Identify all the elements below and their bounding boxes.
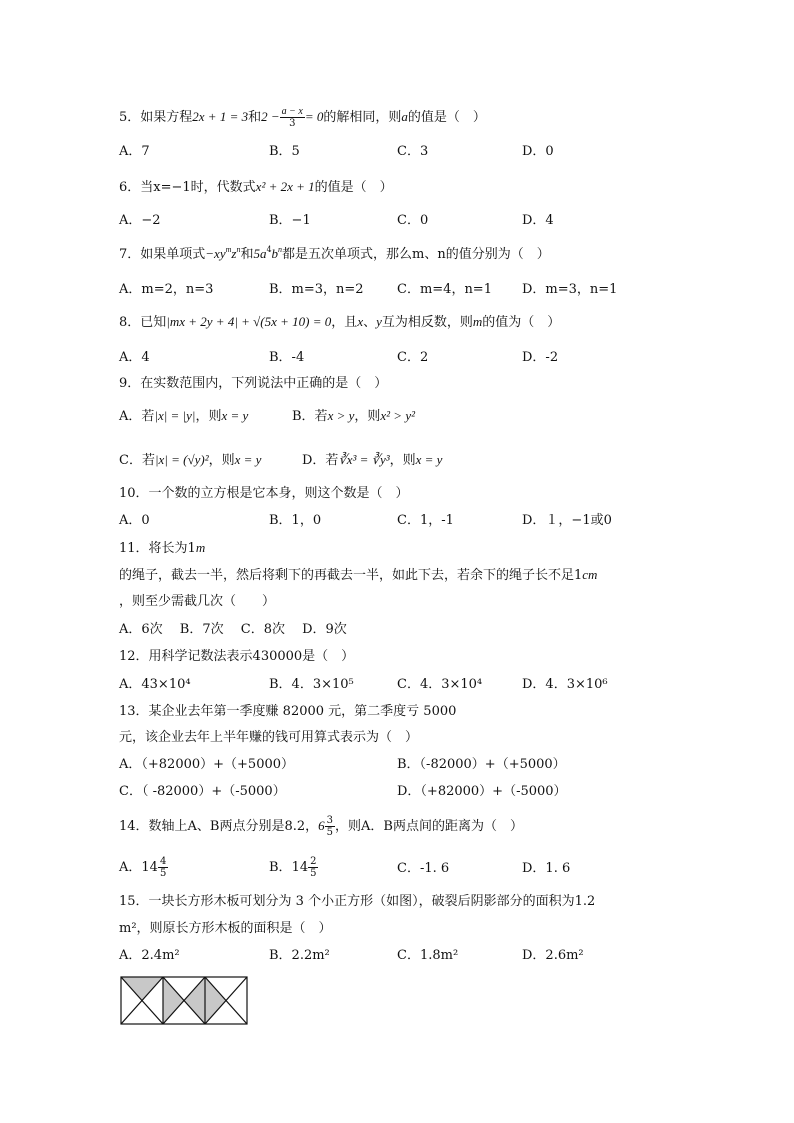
q13-option-c[interactable]: C．（ -82000）+（-5000） [119,784,286,799]
shaded-triangle-4 [205,977,226,1024]
shaded-triangle-2 [163,977,184,1024]
q11-stem-line2: 的绳子，截去一半，然后将剩下的再截去一半，如此下去，若余下的绳子长不足1cm [119,567,598,583]
q5-option-c[interactable]: C．3 [397,144,429,159]
q9-option-d[interactable]: D．若∛x³ = ∛y³，则x = y [302,452,443,468]
q15-option-c[interactable]: C．1.8m² [397,948,459,963]
q14-fraction: $\frac{3}{5}$ [326,815,334,838]
q14-stem: 14．数轴上A、B两点分别是8.2，6 $\frac{3}{5}$ ，则A．B两点间的距离为（ ） [119,815,523,838]
q5-fraction: $\frac{a - x}{3}$ [281,106,303,129]
q9-stem: 9．在实数范围内，下列说法中正确的是（ ） [119,376,388,391]
q12-option-c[interactable]: C．4．3×10⁴ [397,677,483,692]
q5-option-a[interactable]: A．7 [119,144,150,159]
q13-stem-line2: 元，该企业去年上半年赚的钱可用算式表示为（ ） [119,730,419,745]
q12-option-d[interactable]: D．4．3×10⁶ [522,677,608,692]
q11-options[interactable]: A．6次 B．7次 C．8次 D．9次 [119,622,347,637]
q10-option-a[interactable]: A．0 [119,513,150,528]
q6-stem: 6．当x=−1时，代数式x² + 2x + 1的值是（ ） [119,179,393,195]
q8-option-b[interactable]: B．-4 [269,350,305,365]
q5-option-b[interactable]: B．5 [269,144,300,159]
q14-option-d[interactable]: D．1. 6 [522,861,571,876]
q9-option-a[interactable]: A．若|x| = |y|，则x = y [119,408,249,424]
q14-option-b[interactable]: B．14 $\frac{2}{5}$ [269,856,317,879]
q14-option-a[interactable]: A．14 $\frac{4}{5}$ [119,856,167,879]
q6-option-d[interactable]: D．4 [522,213,554,228]
q13-option-d[interactable]: D．（+82000）+（-5000） [397,784,567,799]
shaded-regions [121,977,226,1024]
q8-option-a[interactable]: A．4 [119,350,150,365]
q15-option-b[interactable]: B．2.2m² [269,948,330,963]
q7-option-a[interactable]: A．m=2，n=3 [119,282,214,297]
q10-option-d[interactable]: D．１，−1或0 [522,513,612,528]
q5-option-d[interactable]: D．0 [522,144,554,159]
q6-option-a[interactable]: A．−2 [119,213,161,228]
q14-option-c[interactable]: C．-1. 6 [397,861,450,876]
q11-stem-line1: 11．将长为1m [119,540,206,556]
shaded-triangle-3 [184,977,205,1024]
q7-option-b[interactable]: B．m=3，n=2 [269,282,364,297]
q7-stem: 7．如果单项式$-xy^mz^n$和$5a^4b^n$都是五次单项式，那么m、n的值分别为（ ） [119,245,550,262]
q6-option-b[interactable]: B．−1 [269,213,311,228]
q10-option-b[interactable]: B．1，0 [269,513,322,528]
q13-option-b[interactable]: B．（-82000）+（+5000） [397,757,566,772]
q12-stem: 12．用科学记数法表示430000是（ ） [119,649,355,664]
q15-option-a[interactable]: A．2.4m² [119,948,180,963]
q15-option-d[interactable]: D．2.6m² [522,948,584,963]
q13-option-a[interactable]: A．（+82000）+（+5000） [119,757,295,772]
q7-option-c[interactable]: C．m=4，n=1 [397,282,492,297]
q13-stem-line1: 13．某企业去年第一季度赚 82000 元，第二季度亏 5000 [119,704,457,719]
q8-option-d[interactable]: D．-2 [522,350,559,365]
q10-option-c[interactable]: C．1，-1 [397,513,454,528]
q15-figure [120,976,252,1026]
q8-stem: 8．已知|mx + 2y + 4| + √(5x + 10) = 0，且x、y互为相反数，则m的值为（ ） [119,314,561,330]
q9-option-c[interactable]: C．若|x| = (√y)²，则x = y [119,452,262,468]
q6-option-c[interactable]: C．0 [397,213,429,228]
shaded-triangle-1 [121,977,163,1001]
q10-stem: 10．一个数的立方根是它本身，则这个数是（ ） [119,486,409,501]
q9-option-b[interactable]: B．若x > y，则x² > y² [292,408,415,424]
q12-option-b[interactable]: B．4．3×10⁵ [269,677,354,692]
q12-option-a[interactable]: A．43×10⁴ [119,677,191,692]
q8-option-c[interactable]: C．2 [397,350,429,365]
q15-stem-line2: m²，则原长方形木板的面积是（ ） [119,921,332,936]
q7-option-d[interactable]: D．m=3，n=1 [522,282,618,297]
q15-stem-line1: 15．一块长方形木板可划分为 3 个小正方形（如图），破裂后阴影部分的面积为1.2 [119,894,596,909]
q5-stem: 5．如果方程2x + 1 = 3和2 − $\frac{a - x}{3}$ = 0的解相同，则a的值是（ ） [119,106,486,129]
q11-stem-line3: ，则至少需截几次（ ） [119,594,276,609]
